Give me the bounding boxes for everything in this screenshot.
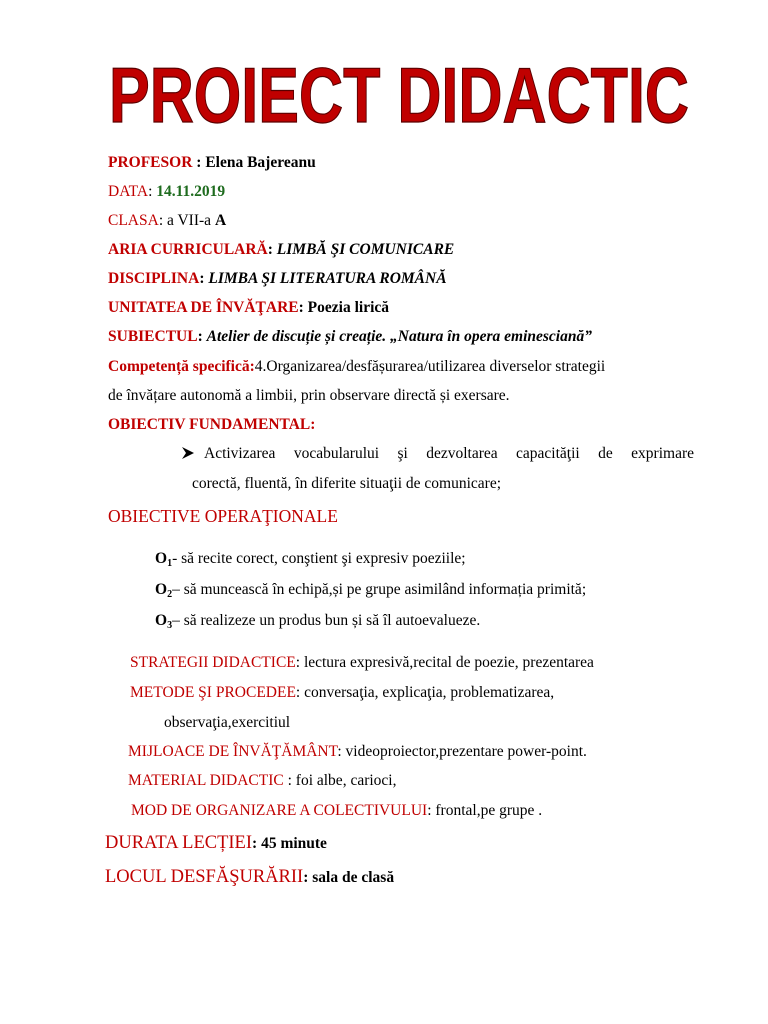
mod-label: MOD DE ORGANIZARE A COLECTIVULUI [131,802,428,819]
data-value: 14.11.2019 [156,183,226,200]
mod-sep: : [427,802,436,819]
metode-sep: : [295,684,305,701]
aria-label: ARIA CURRICULARĂ [108,241,268,258]
locul-sep: : [303,869,313,886]
objective-code: O [155,550,168,567]
mijloace-label: MIJLOACE DE ÎNVĂŢĂMÂNT [128,743,338,760]
subiectul-label: SUBIECTUL [108,328,198,345]
data-row [108,182,225,202]
strategii-value: lectura expresivă,recital de poezie, prezentarea [303,654,594,671]
durata-label: DURATA LECȚIEI [105,833,253,853]
mijloace-row [128,742,587,762]
arrow-bullet-icon [181,446,195,465]
objective-number: 2 [167,589,173,600]
title-text: PROIECT DIDACTIC [109,62,689,132]
competenta-label: Competență specifică: [108,358,255,375]
aria-row [108,240,454,260]
profesor-label: PROFESOR [108,154,193,171]
disciplina-sep: : [199,270,209,287]
objective-text: – să muncească în echipă,și pe grupe asimilând informația primită; [172,581,587,598]
objective-item [155,549,466,574]
obiective-operationale-heading: OBIECTIVE OPERAŢIONALE [108,506,338,526]
clasa-value: a VII-a [167,212,215,229]
material-row [128,771,396,791]
unitatea-row [108,298,389,318]
profesor-value: Elena Bajereanu [205,154,316,171]
objective-code: O [155,612,168,629]
competenta-line-2: de învățare autonomă a limbii, prin observare directă și exersare. [108,387,510,404]
metode-row [130,683,554,703]
locul-label: LOCUL DESFĂŞURĂRII [105,867,304,887]
profesor-row [108,153,316,173]
mod-value: frontal,pe grupe . [435,802,543,819]
data-sep: : [148,183,157,200]
profesor-sep: : [192,154,206,171]
objective-item [155,611,480,636]
locul-value: sala de clasă [312,869,395,886]
durata-value: 45 minute [261,835,327,852]
disciplina-value: LIMBA ŞI LITERATURA ROMÂNĂ [208,270,447,287]
objective-number: 3 [167,620,173,631]
material-sep: : [283,772,296,789]
clasa-sep: : [158,212,168,229]
material-value: foi albe, carioci, [295,772,397,789]
subiectul-value: Atelier de discuție și creație. „Natura în opera eminesciană” [206,328,592,345]
material-label: MATERIAL DIDACTIC [128,772,284,789]
mijloace-sep: : [337,743,346,760]
objective-item [155,580,586,605]
objective-text: – să realizeze un produs bun și să îl autoevalueze. [172,612,481,629]
strategii-label: STRATEGII DIDACTICE [130,654,296,671]
subiectul-sep: : [197,328,207,345]
strategii-sep: : [295,654,304,671]
unitatea-sep: : [298,299,308,316]
metode-label: METODE ŞI PROCEDEE [130,684,296,701]
competenta-line-1 [108,357,605,377]
disciplina-row [108,269,447,289]
objective-code: O [155,581,168,598]
objective-number: 1 [167,558,173,569]
obiectiv-fundamental-line-1: Activizarea vocabularului şi dezvoltarea capacităţii de exprimare [204,445,694,462]
clasa-label: CLASA [108,212,159,229]
clasa-letter: A [214,212,227,229]
metode-value: conversaţia, explicaţia, problematizarea, [304,684,555,701]
data-label: DATA [108,183,149,200]
mod-row [131,801,542,821]
obiectiv-fundamental-label: OBIECTIV FUNDAMENTAL: [108,416,316,433]
aria-sep: : [267,241,277,258]
clasa-row [108,211,226,231]
durata-row [105,833,327,854]
aria-value: LIMBĂ ŞI COMUNICARE [276,241,455,258]
strategii-row [130,653,594,673]
page-title [104,62,694,132]
competenta-text-1: 4.Organizarea/desfășurarea/utilizarea diverselor strategii [254,358,606,375]
locul-row [105,867,394,888]
subiectul-row [108,327,592,347]
objective-text: - să recite corect, conştient şi expresiv poeziile; [172,550,466,567]
unitatea-value: Poezia lirică [307,299,390,316]
disciplina-label: DISCIPLINA [108,270,200,287]
durata-sep: : [252,835,262,852]
obiectiv-fundamental-line-2: corectă, fluentă, în diferite situaţii de comunicare; [192,475,502,492]
mijloace-value: videoproiector,prezentare power-point. [345,743,587,760]
metode-line-2: observaţia,exercitiul [164,714,291,731]
unitatea-label: UNITATEA DE ÎNVĂŢARE [108,299,299,316]
